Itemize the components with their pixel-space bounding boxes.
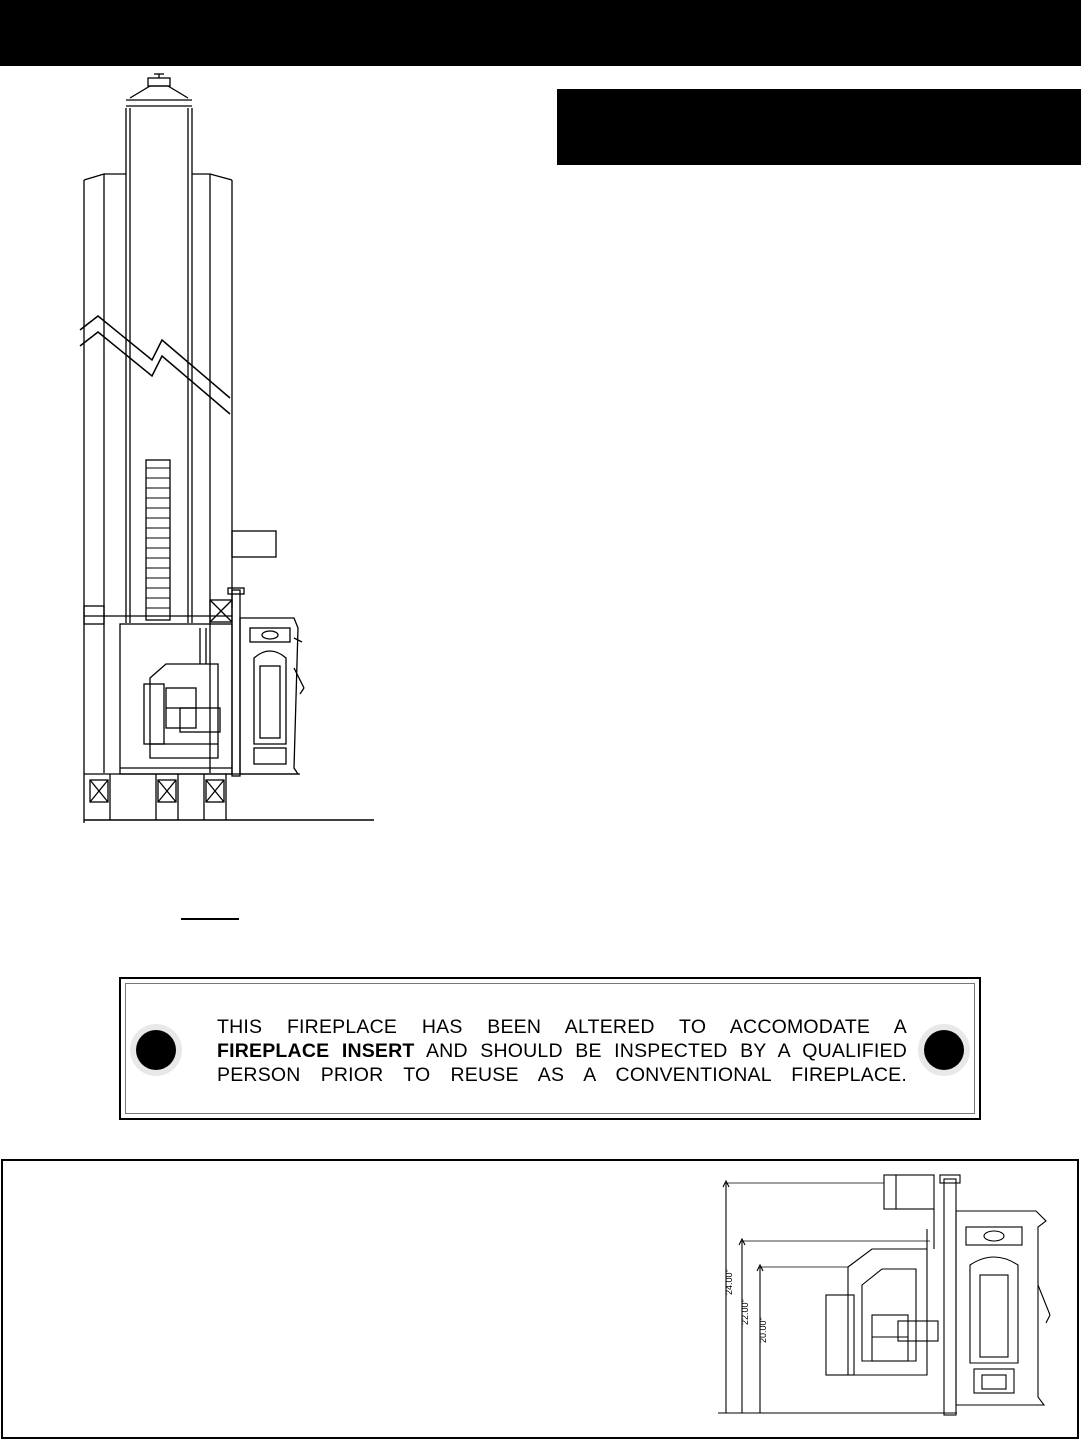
dimension-label-22: 22.00" — [740, 1299, 750, 1325]
mounting-hole-left — [136, 1030, 176, 1070]
plaque-line-1: THIS FIREPLACE HAS BEEN ALTERED TO ACCOMODATE A — [217, 1016, 907, 1038]
warning-plaque — [119, 977, 981, 1120]
insert-side-view-diagram — [712, 1165, 1057, 1421]
page-header-bar — [0, 0, 1081, 66]
plaque-warning-text — [217, 1015, 907, 1087]
plaque-line-2 — [217, 1039, 907, 1063]
plaque-line-2-bold: FIREPLACE INSERT — [217, 1040, 415, 1062]
plaque-line-3: PERSON PRIOR TO REUSE AS A CONVENTIONAL FIREPLACE. — [217, 1064, 907, 1086]
dimension-label-24: 24.00" — [724, 1269, 734, 1295]
dimension-label-20: 20.00" — [758, 1317, 768, 1343]
underlined-note-mark — [181, 918, 239, 920]
plaque-line-2-rest: AND SHOULD BE INSPECTED BY A QUALIFIED — [414, 1040, 907, 1062]
mounting-hole-right — [924, 1030, 964, 1070]
section-heading-box — [557, 89, 1081, 165]
chimney-installation-diagram — [70, 68, 390, 828]
